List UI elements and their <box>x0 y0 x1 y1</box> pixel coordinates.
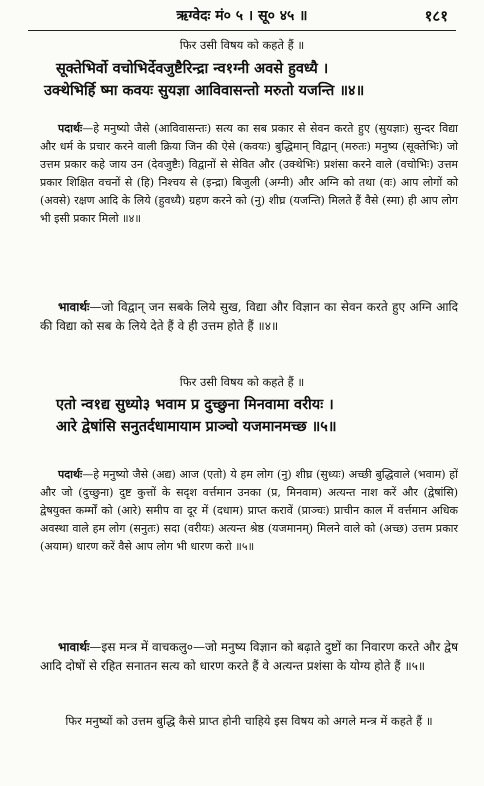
mantra-line: एतो न्व१द्य सुध्यो३ भवाम प्र दुच्छुना मिनवामा वरीयः । <box>56 396 334 413</box>
padartha-label: पदार्थः <box>58 122 83 135</box>
running-title: ऋग्वेदः मं० ५ । सू० ४५ ॥ <box>176 8 308 24</box>
padartha-text: —हे मनुष्यो जैसे (आविवासन्तः) सत्य का सब प्रकार से सेवन करते हुए (सुयज्ञाः) सुन्दर विद्या और धर्म के प्रचार करने वाली क्रिया जिन की ऐसे (कवयः) बुद्धिमान् विद्वान् (मरुतः) मनुष्य (सूक्तेभिः) जो उत्तम प्रकार कहे जाय उन (देवजुष्टैः) विद्वानों से सेवित और (उक्थेभिः) प्रशंसा करने वाले (वचोभिः) उत्तम प्रकार शिक्षित वचनों से (हि) निश्चय से (इन्द्रा) बिजुली (अग्नी) और अग्नि को तथा (वः) आप लोगों को (अवसे) रक्षण आदि के लिये (हुवध्यै) ग्रहण करने को (नु) शीघ्र (यजन्ति) मिलते हैं वैसे (स्मा) ही आप लोग भी इसी प्रकार मिलो ॥४॥ <box>40 122 458 225</box>
page-header <box>0 6 484 28</box>
bhavartha-text: —जो विद्वान् जन सबके लिये सुख, विद्या और विज्ञान का सेवन करते हुए अग्नि आदि की विद्या को सब के लिये देते हैं वे ही उत्तम होते हैं ॥४॥ <box>40 300 458 333</box>
section2-intro: फिर उसी विषय को कहते हैं ॥ <box>179 375 305 389</box>
section1-mantra <box>44 58 464 102</box>
bhavartha-text: —इस मन्त्र में वाचकलु०—जो मनुष्य विज्ञान को बढ़ाते दुष्टों का निवारण करते और द्वेष आदि दोषों से रहित सनातन सत्य को धारण करते हैं वे अत्यन्त प्रशंसा के योग्य होते हैं ॥५॥ <box>40 640 458 673</box>
padartha-text: —हे मनुष्यो जैसे (अद्य) आज (एतो) ये हम लोग (नु) शीघ्र (सुध्यः) अच्छी बुद्धिवाले (भवाम) हों और जो (दुच्छुना) दुष्ट कुत्तों के सदृश वर्त्तमान उनका (प्र, मिनवाम) अत्यन्त नाश करें और (द्वेषांसि) द्वेषयुक्त कर्म्मों को (आरे) समीप वा दूर में (दधाम) प्राप्त करावें (प्राञ्चः) प्राचीन काल में वर्त्तमान अधिक अवस्था वाले हम लोग (सनुतः) सदा (वरीयः) अत्यन्त श्रेष्ठ (यजमानम्) मिलने वाले को (अच्छ) उत्तम प्रकार (अयाम) धारण करें वैसे आप लोग भी धारण करो ॥५॥ <box>40 468 458 553</box>
bhavartha-label: भावार्थः <box>58 300 90 314</box>
padartha-label: पदार्थः <box>58 468 83 481</box>
mantra-line: आरे द्वेषांसि सनुतर्दधामायाम प्राञ्चो यजमानमच्छ ॥५॥ <box>56 418 337 435</box>
mantra-line: उक्थेभिर्हि ष्मा कवयः सुयज्ञा आविवासन्तो मरुतो यजन्ति ॥४॥ <box>44 82 365 99</box>
section2-bhavartha <box>40 638 458 676</box>
section2-padartha <box>40 466 458 556</box>
header-rule <box>28 30 456 31</box>
bhavartha-label: भावार्थः <box>58 640 90 654</box>
section2-mantra <box>56 394 464 438</box>
section1-intro: फिर उसी विषय को कहते हैं ॥ <box>179 38 305 52</box>
section1-padartha <box>40 120 458 228</box>
section1-bhavartha <box>40 298 458 336</box>
mantra-line: सूक्तेभिर्वो वचोभिर्देवजुष्टैरिन्द्रा न्व१ग्नी अवसे हुवध्यै । <box>56 60 329 77</box>
closing-note: फिर मनुष्यों को उत्तम बुद्धि कैसे प्राप्त होनी चाहिये इस विषय को अगले मन्त्र में कहते हैं ॥ <box>65 714 433 728</box>
page-number: १८१ <box>424 7 448 25</box>
